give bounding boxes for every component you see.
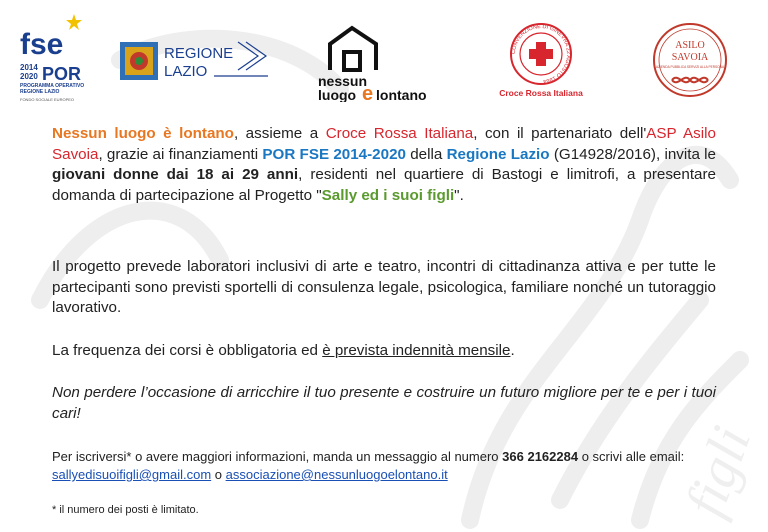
target-audience: giovani donne dai 18 ai 29 anni [52,166,299,183]
call-to-action: Non perdere l’occasione di arricchire il tuo presente e costruire un futuro migliore per te e per i tuoi cari! [52,384,716,422]
org-asp-asilo-savoia: ASP Asilo Savoia [52,125,716,163]
svg-text:2014: 2014 [20,63,38,72]
svg-text:Croce Rossa Italiana: Croce Rossa Italiana [499,88,583,98]
svg-text:e: e [362,83,374,102]
svg-text:AZIENDA PUBBLICA SERVIZI ALLA: AZIENDA PUBBLICA SERVIZI ALLA PERSONA [655,65,725,69]
program-paragraph: Il progetto prevede laboratori inclusivi di arte e teatro, incontri di cittadinanza attiva e per tutte le partecipanti sono previsti sportelli di consulenza legale, psicologica, familiare nonché un tutoraggio lavorativo. [52,258,716,316]
svg-text:FONDO SOCIALE EUROPEO: FONDO SOCIALE EUROPEO [20,97,75,102]
fse-star-icon [16,10,90,104]
svg-text:luogo: luogo [318,87,357,102]
logo-bar [0,0,768,110]
project-name: Sally ed i suoi figli [321,186,455,204]
svg-text:SAVOIA: SAVOIA [671,52,709,63]
svg-text:2020: 2020 [20,72,38,81]
lazio-emblem-icon [120,42,158,80]
svg-text:REGIONE LAZIO: REGIONE LAZIO [20,89,60,95]
svg-text:fse: fse [20,28,64,61]
nessun-luogo-logo [316,20,456,102]
asilo-savoia-logo [650,20,730,100]
regione-lazio-logo [118,38,273,86]
svg-text:figli: figli [673,418,764,525]
red-cross-icon [529,42,553,66]
svg-text:lontano: lontano [376,87,427,102]
svg-text:LAZIO: LAZIO [164,63,208,80]
allowance-text: è prevista indennità mensile [322,342,511,359]
croce-rossa-logo [496,18,586,100]
svg-text:PROGRAMMA OPERATIVO: PROGRAMMA OPERATIVO [20,83,85,89]
org-nessun-luogo: Nessun luogo è lontano [52,125,234,142]
seats-limited-note: * il numero dei posti è limitato. [52,504,199,516]
email-sally-link[interactable]: sallyedisuoifigli@gmail.com [52,467,212,482]
svg-text:REGIONE: REGIONE [164,45,234,62]
fund-name: POR FSE 2014-2020 [262,145,406,163]
svg-text:ASILO: ASILO [675,40,705,51]
region-name: Regione Lazio [446,145,550,163]
attendance-paragraph: La frequenza dei corsi è obbligatoria ed è prevista indennità mensile. [52,342,515,359]
svg-text:nessun: nessun [318,73,368,89]
svg-text:CONVENZIONE DI GINEVRA 22 AGOS: CONVENZIONE DI GINEVRA 22 AGOSTO 1864 [510,23,572,84]
svg-text:POR: POR [42,64,82,84]
house-icon [330,28,376,70]
contact-info: Per iscriversi* o avere maggiori informazioni, manda un messaggio al numero 366 2162284 o scrivi alle email: sallyedisuoifigli@gmail.com o associazione@nessunluogoelontano.it [52,449,685,482]
phone-number: 366 2162284 [502,449,579,464]
org-croce-rossa: Croce Rossa Italiana [325,125,474,142]
intro-paragraph: Nessun luogo è lontano, assieme a Croce Rossa Italiana, con il partenariato dell'ASP Asilo Savoia, grazie ai finanziamenti POR FSE 2014-2020 della Regione Lazio (G14928/2016), invita le giovani donne dai 18 ai 29 anni, residenti nel quartiere di Bastogi e limitrofi, a presentare domanda di partecipazione al Progetto "Sally ed i suoi figli". [52,125,716,204]
fse-por-logo [16,10,90,104]
email-association-link[interactable]: associazione@nessunluogoelontano.it [225,467,448,482]
